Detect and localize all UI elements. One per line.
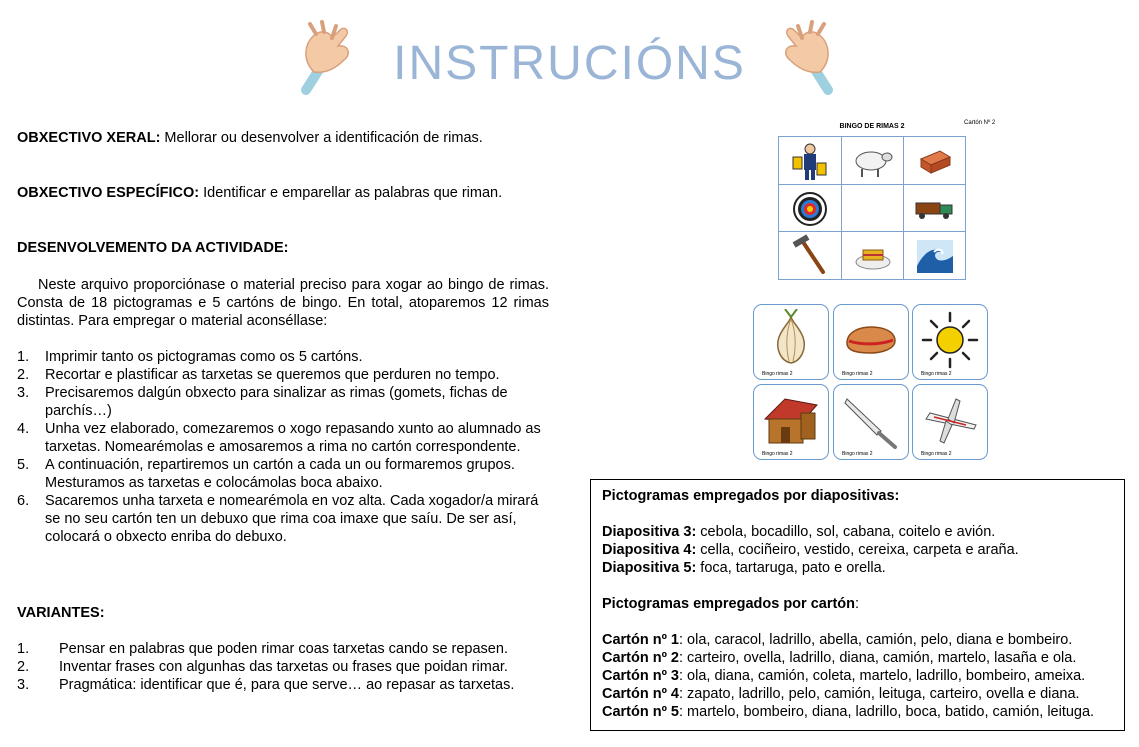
postman-icon [779,137,841,184]
activity-intro: Neste arquivo proporciónase o material preciso para xogar ao bingo de rimas. Consta de 18 pictogramas e 5 cartóns de bingo. En total, atoparemos 12 rimas distintas. Para empregar o material aconséllase: [17,277,549,329]
list-item: Diapositiva 5: foca, tartaruga, pato e orella. [602,560,886,576]
page-title: INSTRUCIÓNS [393,37,746,90]
sun-icon: Bingo rimas 2 [912,304,988,380]
list-item: 2. Recortar e plastificar as tarxetas se queremos que perduren no tempo. [17,367,500,383]
activity-steps [17,348,557,546]
target-icon [779,185,841,232]
activity-heading: DESENVOLVEMENTO DA ACTIVIDADE: [17,240,289,256]
bingo-card-number: Cartón Nº 2 [964,120,996,126]
onion-icon: Bingo rimas 2 [753,304,829,380]
hand-pointing-icon [776,20,838,102]
truck-icon [904,185,966,232]
list-item: 2. Inventar frases con algunhas das tarxetas ou frases que poidan rimar. [17,659,508,675]
wave-icon [904,232,966,279]
sheep-icon [842,137,904,184]
list-item: 3. Pragmática: identificar que é, para que serve… ao repasar as tarxetas. [17,677,515,693]
list-item: Cartón nº 3: ola, diana, camión, coleta, martelo, ladrillo, bombeiro, ameixa. [602,668,1086,684]
sandwich-icon: Bingo rimas 2 [833,304,909,380]
cards-heading: Pictogramas empregados por cartón: [602,596,860,612]
bingo-card-title: BINGO DE RIMAS 2 [839,123,905,130]
specific-objective-label: OBXECTIVO ESPECÍFICO: [17,185,200,201]
brick-icon [904,137,966,184]
knife-icon: Bingo rimas 2 [833,384,909,460]
list-item: Cartón nº 4: zapato, ladrillo, pelo, camión, leituga, carteiro, ovella e diana. [602,686,1080,702]
general-objective [17,129,577,147]
pictogram-summary-box [590,479,1125,731]
bingo-card [778,136,966,280]
list-item: 1. Imprimir tanto os pictogramas como os 5 cartóns. [17,349,363,365]
list-item: 6. Sacaremos unha tarxeta e nomearémola en voz alta. Cada xogador/a mirará se no seu cartón ten un debuxo que rima coa imaxe que saíu. De ser así, colocará o obxecto enriba do debuxo. [17,493,539,545]
hammer-icon [779,232,841,279]
list-item: 5. A continuación, repartiremos un cartón a cada un ou formaremos grupos. Mesturamos as tarxetas e colocámolas boca abaixo. [17,457,515,491]
variants-list [17,640,557,694]
specific-objective [17,184,577,202]
list-item: 1. Pensar en palabras que poden rimar coas tarxetas cando se repasen. [17,641,508,657]
list-item: Cartón nº 2: carteiro, ovella, ladrillo, diana, camión, martelo, lasaña e ola. [602,650,1077,666]
variants-heading: VARIANTES: [17,605,105,621]
summary-heading: Pictogramas empregados por diapositivas: [602,488,900,504]
list-item: Cartón nº 5: martelo, bombeiro, diana, ladrillo, boca, batido, camión, leituga. [602,704,1095,720]
airplane-icon: Bingo rimas 2 [912,384,988,460]
specific-objective-text: Identificar e emparellar as palabras que riman. [199,185,503,201]
general-objective-label: OBXECTIVO XERAL: [17,130,161,146]
lasagna-icon [842,232,904,279]
list-item: Diapositiva 4: cella, cociñeiro, vestido, cereixa, carpeta e araña. [602,542,1019,558]
general-objective-text: Mellorar ou desenvolver a identificación de rimas. [160,130,483,146]
list-item: Diapositiva 3: cebola, bocadillo, sol, cabana, coitelo e avión. [602,524,996,540]
list-item: 4. Unha vez elaborado, comezaremos o xogo repasando xunto ao alumnado as tarxetas. Nomearémolas e amosaremos a rima no cartón correspondente. [17,421,541,455]
list-item: 3. Precisaremos dalgún obxecto para sinalizar as rimas (gomets, fichas de parchís…) [17,385,508,419]
house-icon: Bingo rimas 2 [753,384,829,460]
list-item: Cartón nº 1: ola, caracol, ladrillo, abella, camión, pelo, diana e bombeiro. [602,632,1073,648]
